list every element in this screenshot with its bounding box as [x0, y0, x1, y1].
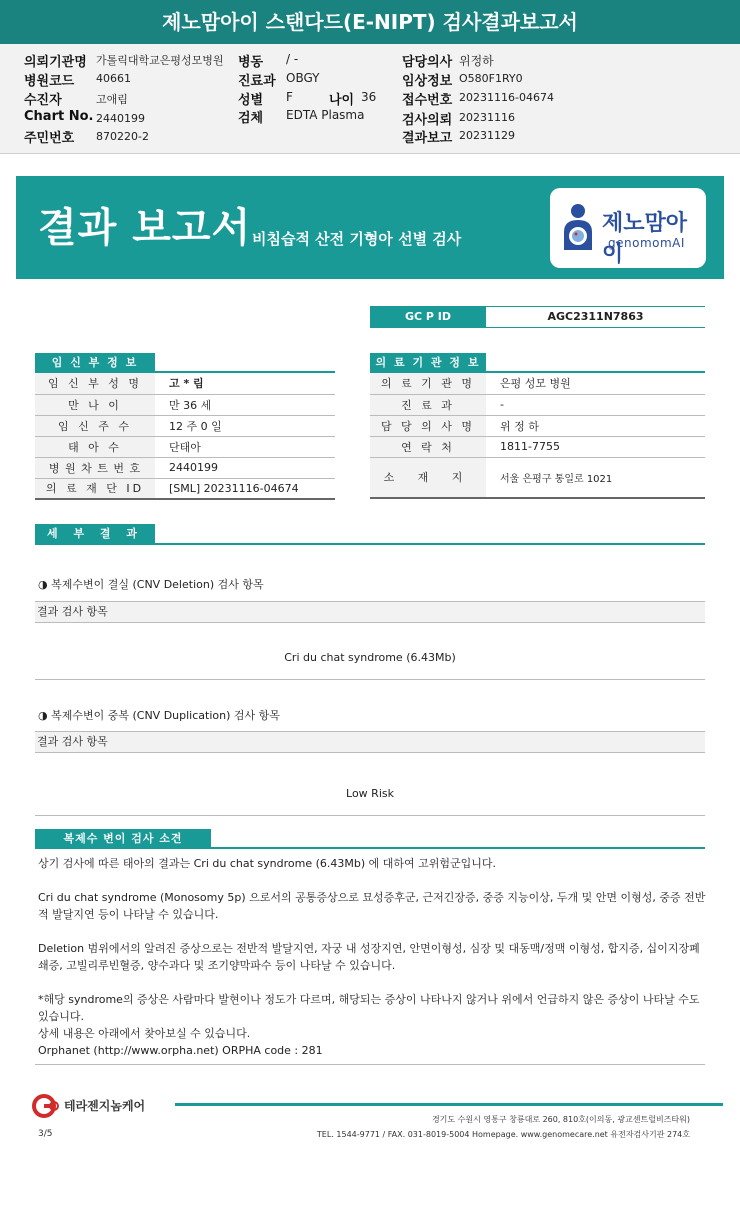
cnv-deletion-heading: ◑ 복제수변이 결실 (CNV Deletion) 검사 항목	[38, 578, 264, 591]
findings-tab: 복제수 변이 검사 소견	[35, 829, 211, 848]
hospital-code-value: 40661	[96, 72, 131, 85]
row-key: 병 원 차 트 번 호	[35, 457, 155, 478]
clinical-info-label: 임상정보	[402, 74, 453, 89]
table-row	[370, 457, 705, 498]
requesting-institution-label: 의뢰기관명	[24, 55, 87, 70]
company-name: 테라젠지놈케어	[64, 1099, 146, 1113]
table-row	[370, 415, 705, 436]
table-row	[35, 436, 335, 457]
table-row	[370, 394, 705, 415]
result-report-date-label: 결과보고	[402, 131, 453, 146]
chart-no-value: 2440199	[96, 112, 145, 125]
result-report-date-value: 20231129	[459, 129, 515, 142]
row-value: 서울 은평구 통일로 1021	[486, 457, 705, 498]
ward-value: / -	[286, 52, 299, 66]
physician-value: 위정하	[459, 54, 494, 68]
report-title-bar	[0, 0, 740, 44]
row-key: 소 재 지	[370, 457, 486, 498]
row-key: 담 당 의 사 명	[370, 415, 486, 436]
resident-number-value: 870220-2	[96, 130, 149, 143]
banner-subtitle: 비침습적 산전 기형아 선별 검사	[252, 230, 462, 248]
accession-number-label: 접수번호	[402, 93, 453, 108]
row-value: 만 36 세	[155, 394, 335, 415]
row-key: 태 아 수	[35, 436, 155, 457]
table-row	[35, 394, 335, 415]
test-request-date-label: 검사의뢰	[402, 113, 453, 128]
row-key: 임 신 주 수	[35, 415, 155, 436]
row-value: 1811-7755	[486, 436, 705, 457]
clinical-info-value: O580F1RY0	[459, 72, 523, 85]
findings-divider	[35, 847, 705, 849]
cnv-duplication-heading: ◑ 복제수변이 중복 (CNV Duplication) 검사 항목	[38, 709, 280, 722]
department-label: 진료과	[238, 74, 276, 89]
chart-no-label: Chart No.	[24, 109, 94, 124]
table-row	[370, 436, 705, 457]
resident-number-label: 주민번호	[24, 131, 75, 146]
report-title: 제노맘아이 스탠다드(E-NIPT) 검사결과보고서	[162, 10, 578, 34]
footer-address: 경기도 수원시 영통구 창룡대로 260, 810호(이의동, 광교센트럴비즈타워)	[431, 1115, 690, 1124]
table-row	[370, 373, 705, 394]
mother-baby-icon	[560, 202, 596, 254]
requesting-institution-value: 가톨릭대학교은평성모병원	[96, 54, 224, 67]
report-banner	[16, 176, 724, 279]
row-key: 연 락 처	[370, 436, 486, 457]
cnv-duplication-column-header: 결과 검사 항목	[35, 731, 705, 753]
logo-name: 제노맘아이	[602, 211, 688, 267]
pregnant-info-tab: 임 신 부 정 보	[35, 353, 155, 372]
institution-info-tab: 의 료 기 관 정 보	[370, 353, 486, 372]
patient-info-panel	[0, 44, 740, 154]
physician-label: 담당의사	[402, 55, 453, 70]
gcp-id-box	[370, 306, 705, 328]
findings-deletion-symptoms: Deletion 범위에서의 알려진 증상으로는 전반적 발달지연, 자궁 내 성장지연, 안면이형성, 심장 및 대동맥/정맥 이형성, 합지증, 십이지장폐쇄증, 고빌리루빈혈증, 양수과다 및 조기양막파수 등이 나타날 수 있습니다.	[38, 942, 700, 972]
row-value: 2440199	[155, 457, 335, 478]
findings-disclaimer: *해당 syndrome의 증상은 사람마다 발현이나 정도가 다르며, 해당되는 증상이 나타나지 않거나 위에서 언급하지 않은 증상이 나타날 수도 있습니다.	[38, 993, 700, 1023]
sex-label: 성별	[238, 93, 264, 108]
detail-results-divider	[35, 543, 705, 545]
table-row	[35, 373, 335, 394]
table-row	[35, 478, 335, 499]
divider	[35, 1064, 705, 1065]
test-request-date-value: 20231116	[459, 111, 515, 124]
pregnant-info-table	[35, 373, 335, 500]
patient-name-value: 고애림	[96, 93, 128, 106]
age-label: 나이	[329, 93, 355, 108]
table-row	[35, 457, 335, 478]
divider	[35, 815, 705, 816]
cnv-duplication-result: Low Risk	[346, 787, 394, 800]
specimen-label: 검체	[238, 111, 264, 126]
age-value: 36	[361, 90, 377, 104]
accession-number-value: 20231116-04674	[459, 91, 554, 104]
row-key: 의 료 기 관 명	[370, 373, 486, 394]
institution-info-table	[370, 373, 705, 499]
specimen-value: EDTA Plasma	[286, 108, 365, 122]
findings-common-symptoms: Cri du chat syndrome (Monosomy 5p) 으로서의 공통증상으로 묘성증후군, 근저긴장증, 중증 지능이상, 두개 및 안면 이형성, 중증 전반적 발달지연 등이 나타날 수 있습니다.	[38, 891, 706, 921]
footer-contact: TEL. 1544-9771 / FAX. 031-8019-5004 Homepage. www.genomecare.net 유전자검사기관 274호	[316, 1130, 690, 1139]
ward-label: 병동	[238, 55, 264, 70]
hospital-code-label: 병원코드	[24, 74, 75, 89]
patient-name-label: 수진자	[24, 93, 62, 108]
page-number: 3/5	[38, 1129, 53, 1139]
terragen-g-icon	[32, 1094, 62, 1118]
detail-results-tab: 세 부 결 과	[35, 524, 155, 543]
row-value: -	[486, 394, 705, 415]
divider	[35, 679, 705, 680]
gcp-id-value: AGC2311N7863	[547, 310, 644, 323]
row-key: 의 료 재 단 ID	[35, 478, 155, 499]
logo-english: genomomAI	[608, 236, 685, 250]
department-value: OBGY	[286, 71, 320, 85]
genomom-logo	[550, 188, 706, 268]
banner-title: 결과 보고서	[38, 205, 252, 251]
row-key: 진 료 과	[370, 394, 486, 415]
findings-more-info: 상세 내용은 아래에서 찾아보실 수 있습니다.	[38, 1027, 251, 1040]
row-value: 고 * 림	[155, 373, 335, 394]
orphanet-reference: Orphanet (http://www.orpha.net) ORPHA code : 281	[38, 1044, 323, 1057]
sex-value: F	[286, 90, 293, 104]
table-row	[35, 415, 335, 436]
row-value: 은평 성모 병원	[486, 373, 705, 394]
row-value: 위 정 하	[486, 415, 705, 436]
cnv-deletion-result: Cri du chat syndrome (6.43Mb)	[284, 651, 456, 664]
findings-summary: 상기 검사에 따른 태아의 결과는 Cri du chat syndrome (6.43Mb) 에 대하여 고위험군입니다.	[38, 857, 497, 870]
row-key: 임 신 부 성 명	[35, 373, 155, 394]
row-value: 12 주 0 일	[155, 415, 335, 436]
cnv-deletion-column-header: 결과 검사 항목	[35, 601, 705, 623]
footer-divider	[175, 1103, 723, 1106]
row-value: 단태아	[155, 436, 335, 457]
row-key: 만 나 이	[35, 394, 155, 415]
row-value: [SML] 20231116-04674	[155, 478, 335, 499]
gcp-id-label: GC P ID	[370, 307, 486, 327]
